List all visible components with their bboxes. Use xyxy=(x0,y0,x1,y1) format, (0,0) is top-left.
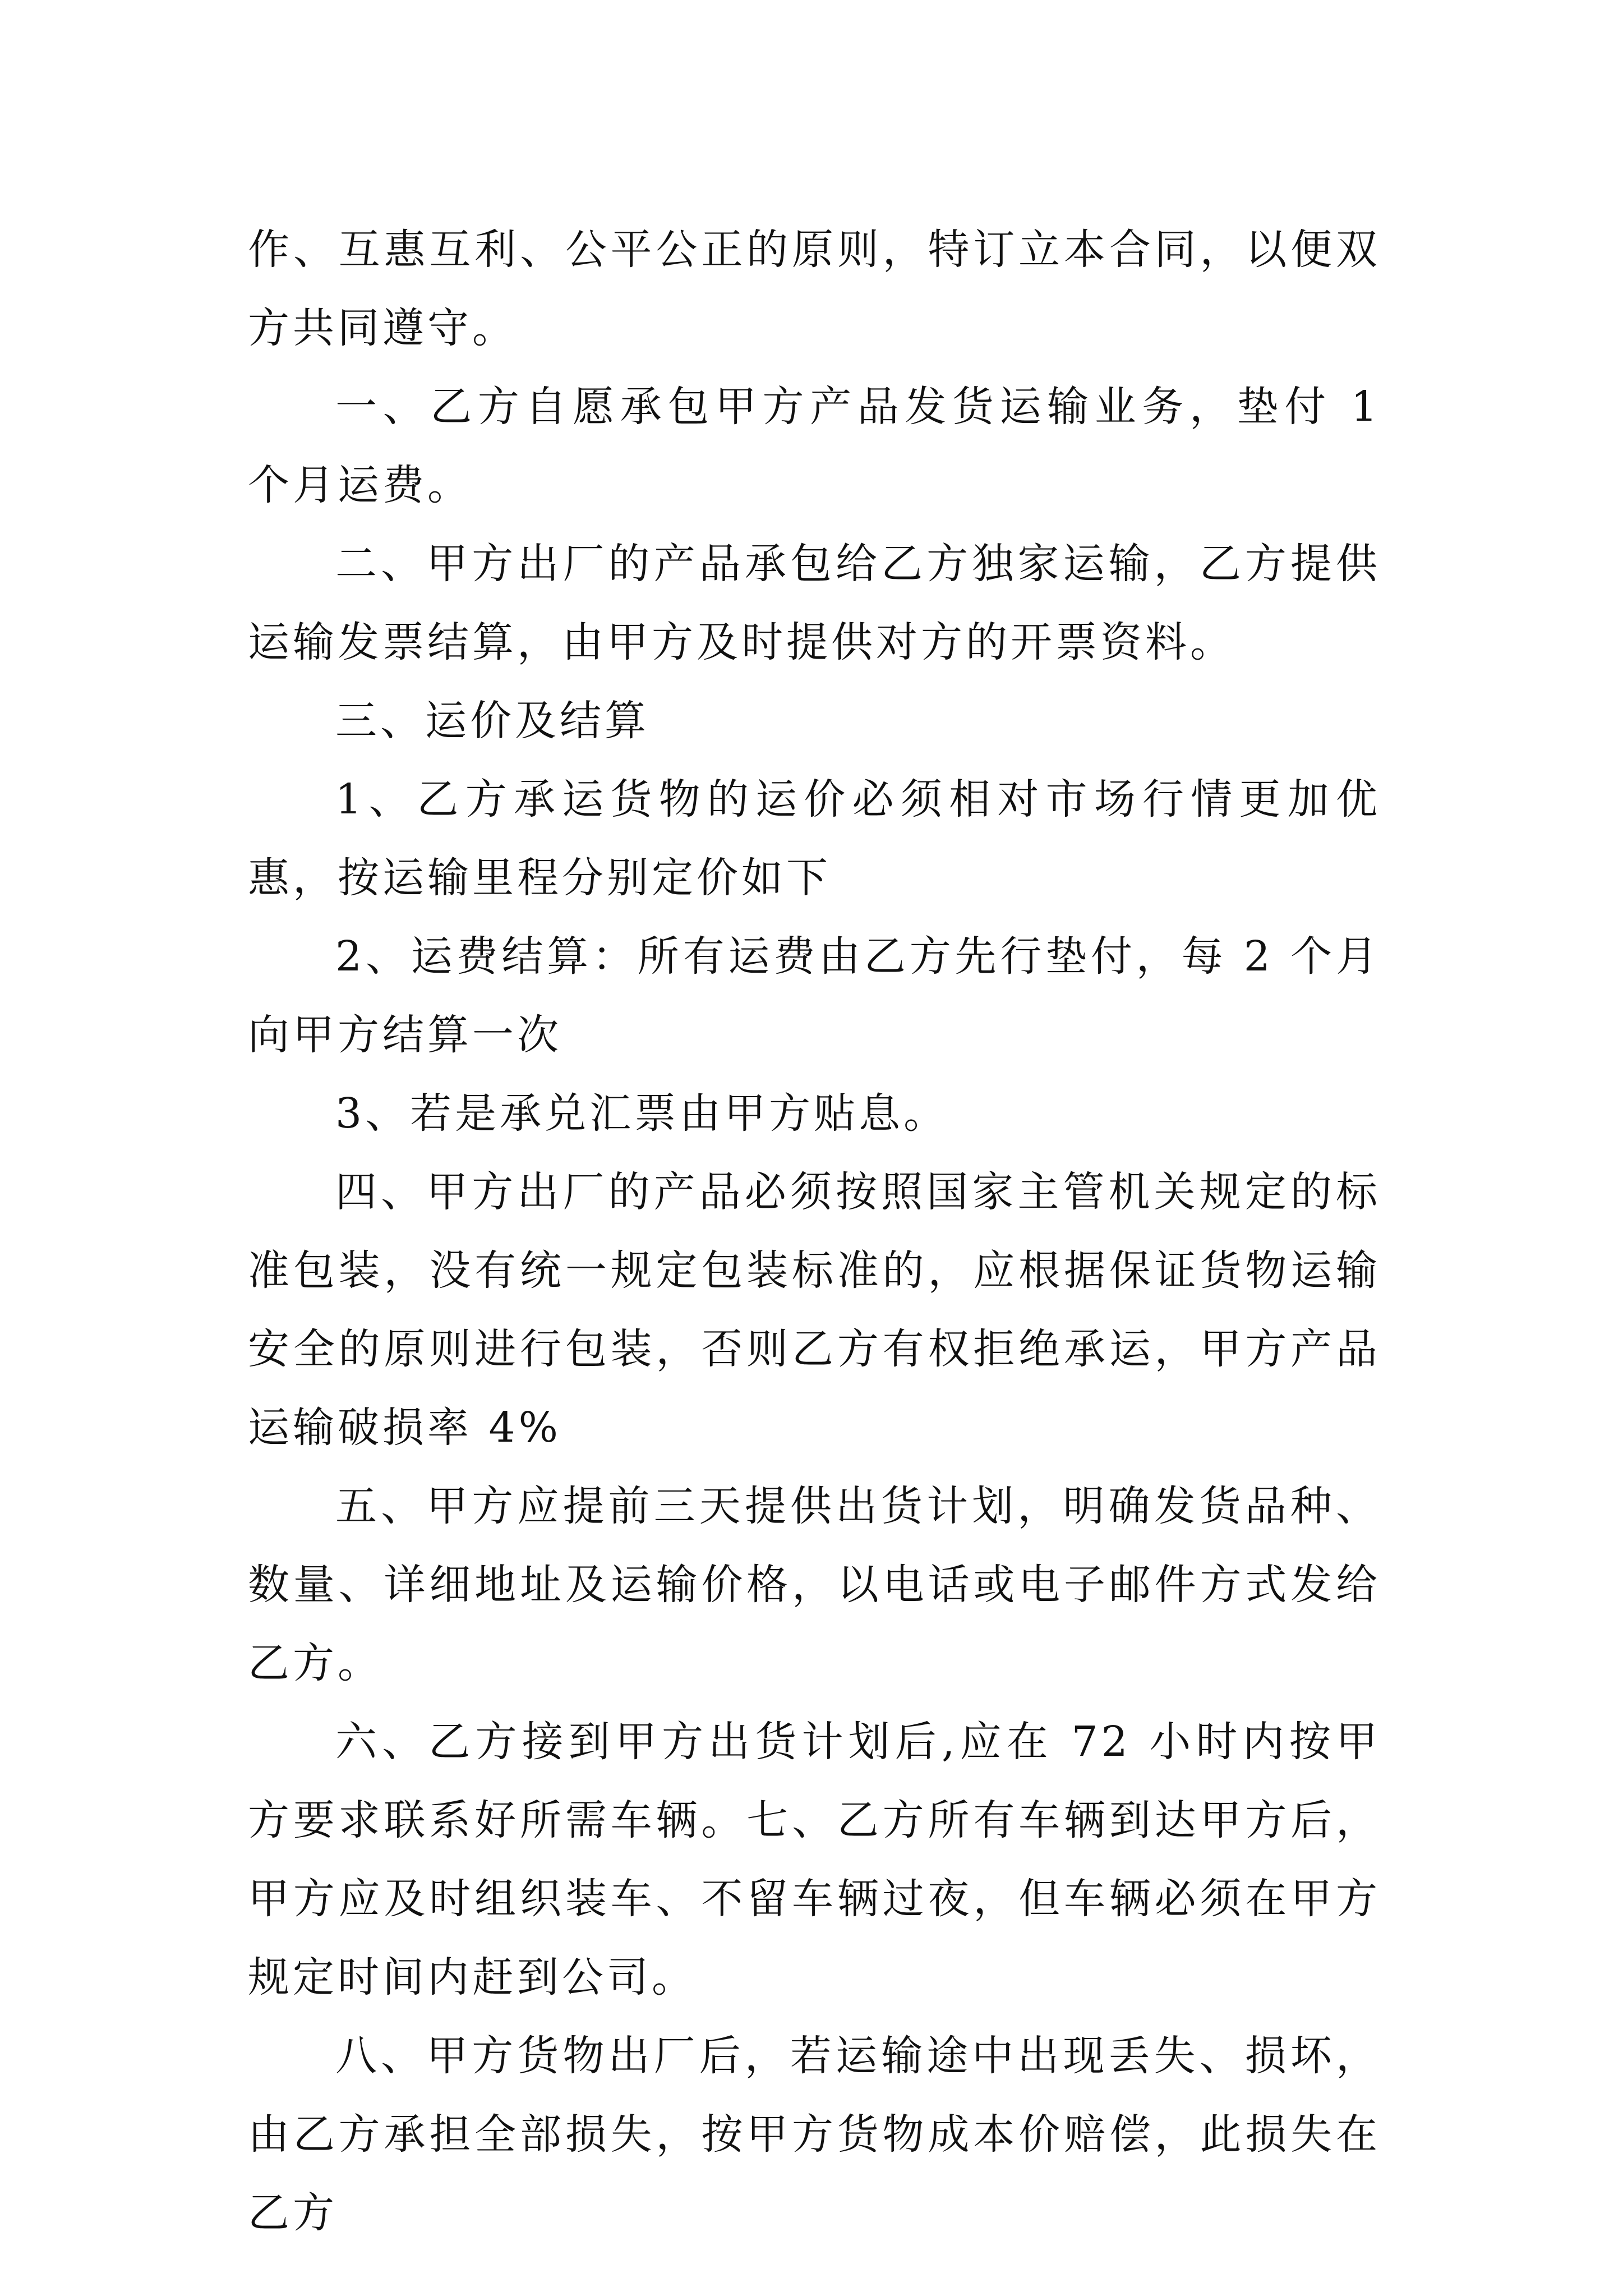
paragraph-clause-3-item-3: 3、若是承兑汇票由甲方贴息。 xyxy=(335,1089,949,1138)
paragraph-clause-2: 二、甲方出厂的产品承包给乙方独家运输，乙方提供运输发票结算，由甲方及时提供对方的开票资料。 xyxy=(248,540,1381,666)
paragraph-clause-6-7: 六、乙方接到甲方出货计划后,应在 72 小时内按甲方要求联系好所需车辆。七、乙方所有车辆到达甲方后，甲方应及时组织装车、不留车辆过夜，但车辆必须在甲方规定时间内赶到公司。 xyxy=(248,1718,1381,2001)
paragraph-opening: 作、互惠互利、公平公正的原则，特订立本合同，以便双方共同遵守。 xyxy=(248,226,1381,352)
paragraph-clause-3-item-1: 1、乙方承运货物的运价必须相对市场行情更加优惠，按运输里程分别定价如下 xyxy=(248,775,1381,902)
paragraph-clause-3-heading: 三、运价及结算 xyxy=(335,697,649,745)
paragraph-clause-4: 四、甲方出厂的产品必须按照国家主管机关规定的标准包装，没有统一规定包装标准的，应根据保证货物运输安全的原则进行包装，否则乙方有权拒绝承运，甲方产品运输破损率 4% xyxy=(248,1168,1381,1452)
paragraph-clause-8: 八、甲方货物出厂后，若运输途中出现丢失、损坏，由乙方承担全部损失，按甲方货物成本价赔偿，此损失在乙方 xyxy=(248,2032,1381,2237)
paragraph-clause-5: 五、甲方应提前三天提供出货计划，明确发货品种、数量、详细地址及运输价格，以电话或电子邮件方式发给乙方。 xyxy=(248,1482,1381,1687)
paragraph-clause-1: 一、乙方自愿承包甲方产品发货运输业务，垫付 1 个月运费。 xyxy=(248,383,1381,509)
paragraph-clause-3-item-2: 2、运费结算：所有运费由乙方先行垫付，每 2 个月向甲方结算一次 xyxy=(248,932,1381,1059)
document-body xyxy=(248,210,1381,2252)
